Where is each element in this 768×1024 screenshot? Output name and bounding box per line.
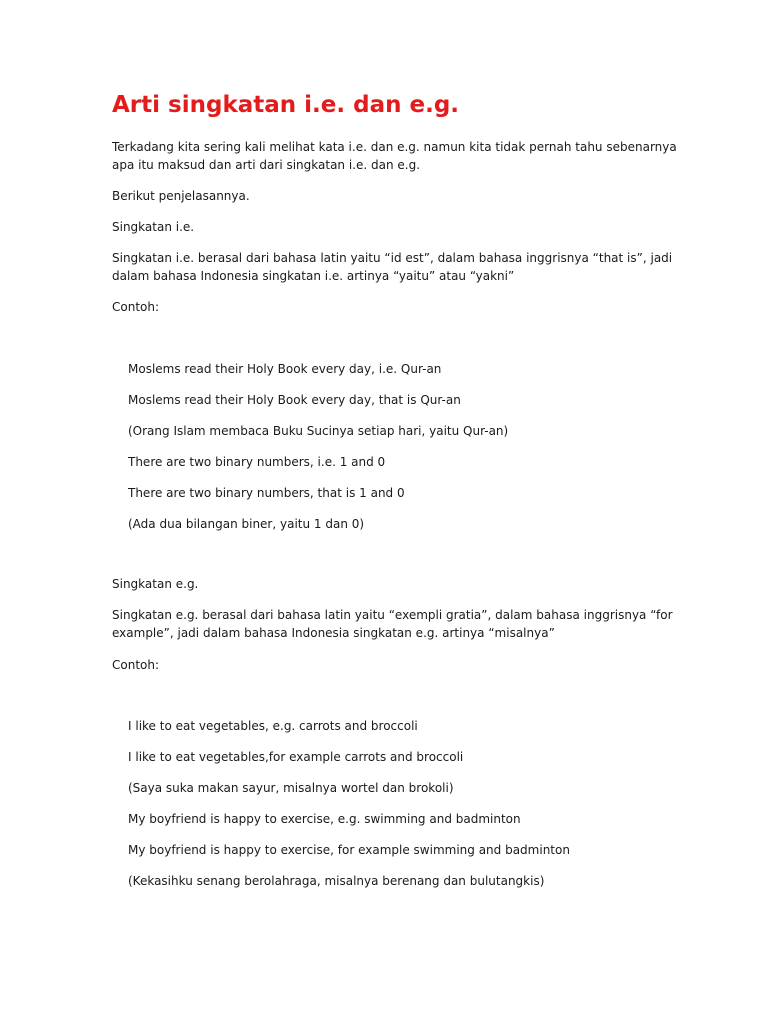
- ie-example-1: Moslems read their Holy Book every day, i.e. Qur-an: [128, 362, 442, 376]
- eg-example-3: (Saya suka makan sayur, misalnya wortel dan brokoli): [128, 781, 454, 795]
- intro-line-1: Terkadang kita sering kali melihat kata i.e. dan e.g. namun kita tidak pernah tahu sebenarnya: [112, 140, 677, 154]
- ie-description-line-2: dalam bahasa Indonesia singkatan i.e. artinya “yaitu” atau “yakni”: [112, 269, 515, 283]
- ie-example-5: There are two binary numbers, that is 1 and 0: [128, 486, 405, 500]
- eg-example-4: My boyfriend is happy to exercise, e.g. swimming and badminton: [128, 812, 521, 826]
- ie-heading: Singkatan i.e.: [112, 220, 195, 234]
- eg-example-2: I like to eat vegetables,for example carrots and broccoli: [128, 750, 464, 764]
- ie-example-3: (Orang Islam membaca Buku Sucinya setiap hari, yaitu Qur-an): [128, 424, 509, 438]
- intro-line-2: apa itu maksud dan arti dari singkatan i.e. dan e.g.: [112, 158, 421, 172]
- eg-description-line-2: example”, jadi dalam bahasa Indonesia singkatan e.g. artinya “misalnya”: [112, 626, 555, 640]
- ie-example-6: (Ada dua bilangan biner, yaitu 1 dan 0): [128, 517, 365, 531]
- eg-example-1: I like to eat vegetables, e.g. carrots and broccoli: [128, 719, 418, 733]
- page-title: Arti singkatan i.e. dan e.g.: [112, 92, 460, 118]
- berikut-paragraph: Berikut penjelasannya.: [112, 189, 250, 203]
- ie-example-2: Moslems read their Holy Book every day, that is Qur-an: [128, 393, 461, 407]
- ie-example-4: There are two binary numbers, i.e. 1 and 0: [128, 455, 386, 469]
- ie-contoh-label: Contoh:: [112, 300, 160, 314]
- eg-contoh-label: Contoh:: [112, 658, 160, 672]
- eg-example-6: (Kekasihku senang berolahraga, misalnya berenang dan bulutangkis): [128, 874, 545, 888]
- eg-heading: Singkatan e.g.: [112, 577, 199, 591]
- eg-example-5: My boyfriend is happy to exercise, for example swimming and badminton: [128, 843, 570, 857]
- eg-description-line-1: Singkatan e.g. berasal dari bahasa latin yaitu “exempli gratia”, dalam bahasa inggrisnya “for: [112, 608, 673, 622]
- ie-description-line-1: Singkatan i.e. berasal dari bahasa latin yaitu “id est”, dalam bahasa inggrisnya “that is”, jadi: [112, 251, 673, 265]
